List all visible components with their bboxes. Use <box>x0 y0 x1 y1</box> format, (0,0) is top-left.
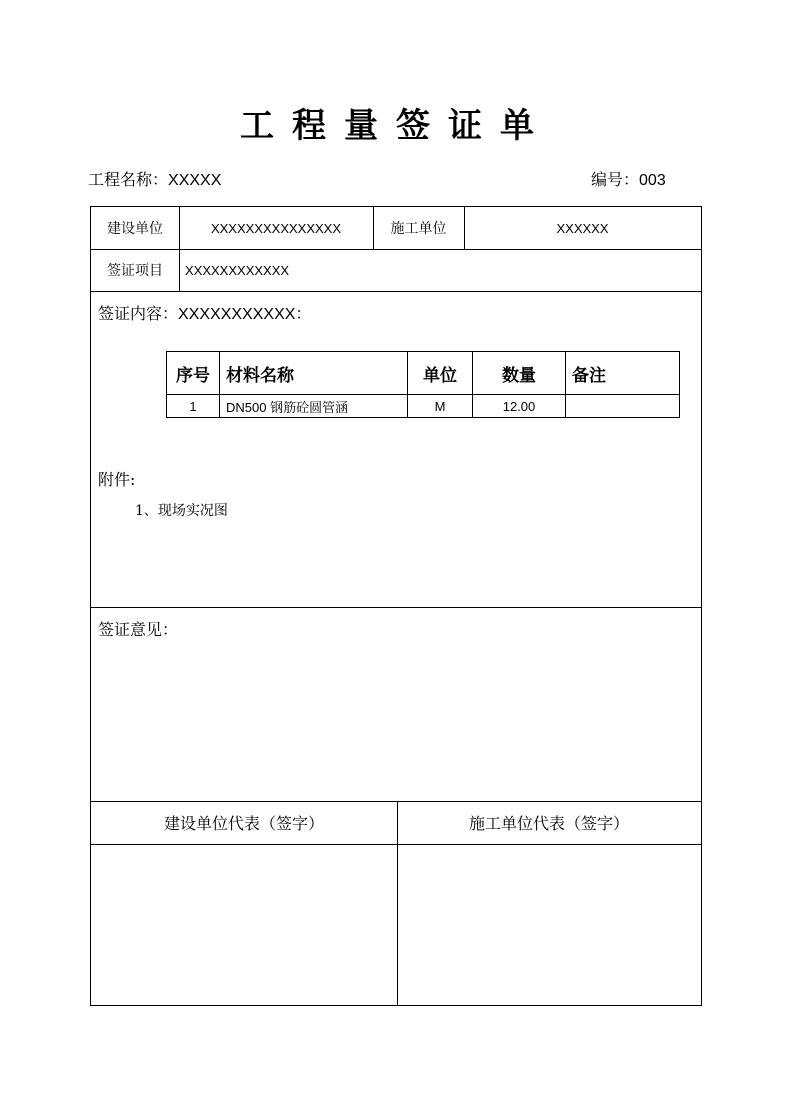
builder-rep-signature-label: 建设单位代表（签字） <box>163 814 324 833</box>
row-divider <box>91 291 701 292</box>
materials-header-row <box>167 352 680 395</box>
constructor-rep-signature-label: 施工单位代表（签字） <box>468 814 629 833</box>
row-quantity: 12.00 <box>473 395 566 418</box>
row-unit: M <box>408 395 473 418</box>
materials-table <box>166 351 680 418</box>
project-name-value: XXXXX <box>168 172 222 189</box>
visa-form <box>90 206 702 1006</box>
header-seq: 序号 <box>167 352 220 395</box>
header-remark: 备注 <box>566 352 680 395</box>
header-material-name: 材料名称 <box>220 352 408 395</box>
row-divider <box>91 607 701 608</box>
document-number <box>591 168 666 193</box>
constructor-unit-text: XXXXXX <box>556 220 609 236</box>
row-remark <box>566 395 680 418</box>
visa-content-label: 签证内容： <box>98 304 179 323</box>
row-seq: 1 <box>167 395 220 418</box>
attachment-item: 1、现场实况图 <box>135 503 228 519</box>
table-row <box>167 395 680 418</box>
page-title: 工程量签证单 <box>240 106 552 146</box>
visa-item-label: 签证项目 <box>107 263 163 279</box>
header-quantity: 数量 <box>473 352 566 395</box>
visa-content-value: XXXXXXXXXXX： <box>178 306 312 323</box>
visa-content <box>98 303 311 326</box>
builder-unit-text: XXXXXXXXXXXXXXX <box>210 220 342 236</box>
attachment-label: 附件: <box>98 470 136 489</box>
document-number-label: 编号： <box>591 170 640 189</box>
builder-unit-value <box>179 207 373 249</box>
constructor-unit-value <box>464 207 701 249</box>
project-name <box>88 168 221 193</box>
builder-unit-label: 建设单位 <box>107 221 163 237</box>
visa-item-value <box>185 249 685 291</box>
header-unit: 单位 <box>408 352 473 395</box>
document-number-value: 003 <box>639 172 666 189</box>
constructor-unit-label: 施工单位 <box>390 221 447 237</box>
visa-item-text: XXXXXXXXXXXX <box>185 262 290 278</box>
row-material-name: DN500 钢筋砼圆管涵 <box>220 395 408 418</box>
constructor-rep-signature-area[interactable] <box>398 845 701 1005</box>
builder-rep-signature-area[interactable] <box>91 845 396 1005</box>
project-name-label: 工程名称： <box>88 170 169 189</box>
visa-opinion-label: 签证意见： <box>98 620 179 639</box>
